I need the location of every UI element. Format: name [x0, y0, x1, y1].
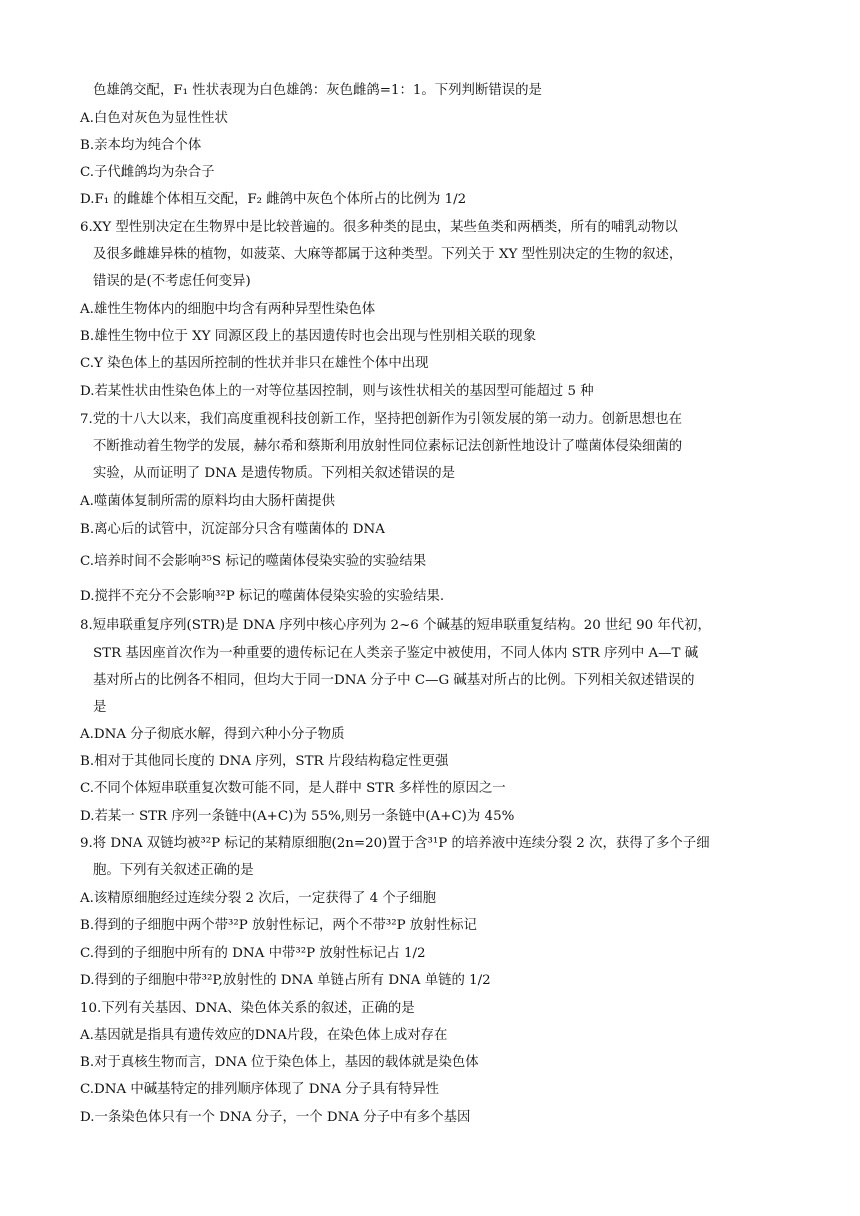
q6-option-b: B.雄性生物中位于 XY 同源区段上的基因遗传时也会出现与性别相关联的现象 [80, 329, 537, 344]
question-9-stem: 9.将 DNA 双链均被³²P 标记的某精原细胞(2n=20)置于含³¹P 的培养液中连续分裂 2 次，获得了多个子细 [80, 836, 710, 851]
q8-option-c: C.不同个体短串联重复次数可能不同，是人群中 STR 多样性的原因之一 [80, 781, 506, 796]
q5-option-d: D.F₁ 的雌雄个体相互交配，F₂ 雌鸽中灰色个体所占的比例为 1/2 [80, 192, 467, 207]
question-9-stem-cont: 胞。下列有关叙述正确的是 [93, 863, 254, 878]
q5-option-c: C.子代雌鸽均为杂合子 [80, 165, 215, 180]
question-8-stem-cont: STR 基因座首次作为一种重要的遗传标记在人类亲子鉴定中被使用，不同人体内 STR 序列中 A—T 碱 [93, 646, 699, 661]
question-8-stem: 8.短串联重复序列(STR)是 DNA 序列中核心序列为 2~6 个碱基的短串联重复结构。20 世纪 90 年代初， [80, 618, 711, 633]
question-10-stem: 10.下列有关基因、DNA、染色体关系的叙述，正确的是 [80, 1001, 415, 1016]
q9-option-d: D.得到的子细胞中带³²P,放射性的 DNA 单链占所有 DNA 单链的 1/2 [80, 973, 491, 988]
question-7-stem-cont: 实验，从而证明了 DNA 是遗传物质。下列相关叙述错误的是 [93, 466, 456, 481]
q8-option-b: B.相对于其他同长度的 DNA 序列，STR 片段结构稳定性更强 [80, 754, 449, 769]
q5-option-a: A.白色对灰色为显性性状 [80, 111, 228, 126]
q10-option-b: B.对于真核生物而言，DNA 位于染色体上，基因的载体就是染色体 [80, 1055, 479, 1070]
q10-option-d: D.一条染色体只有一个 DNA 分子，一个 DNA 分子中有多个基因 [80, 1110, 471, 1125]
q10-option-a: A.基因就是指具有遗传效应的DNA片段，在染色体上成对存在 [80, 1028, 448, 1043]
q8-option-a: A.DNA 分子彻底水解，得到六种小分子物质 [80, 727, 345, 742]
q10-option-c: C.DNA 中碱基特定的排列顺序体现了 DNA 分子具有特异性 [80, 1082, 439, 1097]
q6-option-c: C.Y 染色体上的基因所控制的性状并非只在雄性个体中出现 [80, 356, 429, 371]
q6-option-d: D.若某性状由性染色体上的一对等位基因控制，则与该性状相关的基因型可能超过 5 种 [80, 384, 594, 399]
q8-option-d: D.若某一 STR 序列一条链中(A+C)为 55%,则另一条链中(A+C)为 45% [80, 809, 515, 824]
question-6-stem-cont: 及很多雌雄异株的植物，如菠菜、大麻等都属于这种类型。下列关于 XY 型性别决定的生物的叙述， [93, 247, 683, 262]
question-8-stem-cont: 基对所占的比例各不相同，但均大于同一DNA 分子中 C—G 碱基对所占的比例。下列相关叙述错误的 [93, 673, 695, 688]
question-7-stem-cont: 不断推动着生物学的发展，赫尔希和蔡斯利用放射性同位素标记法创新性地设计了噬菌体侵染细菌的 [93, 439, 683, 454]
question-8-stem-cont: 是 [93, 700, 107, 715]
q9-option-a: A.该精原细胞经过连续分裂 2 次后，一定获得了 4 个子细胞 [80, 891, 436, 906]
q9-option-b: B.得到的子细胞中两个带³²P 放射性标记，两个不带³²P 放射性标记 [80, 918, 477, 933]
q5-option-b: B.亲本均为纯合个体 [80, 138, 202, 153]
question-7-stem: 7.党的十八大以来，我们高度重视科技创新工作，坚持把创新作为引领发展的第一动力。创新思想也在 [80, 412, 682, 427]
q9-option-c: C.得到的子细胞中所有的 DNA 中带³²P 放射性标记占 1/2 [80, 946, 426, 961]
q7-option-d: D.搅拌不充分不会影响³²P 标记的噬菌体侵染实验的实验结果. [80, 589, 445, 604]
q6-option-a: A.雄性生物体内的细胞中均含有两种异型性染色体 [80, 302, 376, 317]
question-6-stem-cont: 错误的是(不考虑任何变异) [93, 274, 251, 289]
q7-option-b: B.离心后的试管中，沉淀部分只含有噬菌体的 DNA [80, 522, 385, 537]
question-5-stem-end: 色雄鸽交配，F₁ 性状表现为白色雄鸽：灰色雌鸽=1：1。下列判断错误的是 [93, 83, 542, 98]
q7-option-a: A.噬菌体复制所需的原料均由大肠杆菌提供 [80, 494, 335, 509]
question-6-stem: 6.XY 型性别决定在生物界中是比较普遍的。很多种类的昆虫，某些鱼类和两栖类，所有的哺乳动物以 [80, 220, 678, 235]
q7-option-c: C.培养时间不会影响³⁵S 标记的噬菌体侵染实验的实验结果 [80, 554, 427, 569]
